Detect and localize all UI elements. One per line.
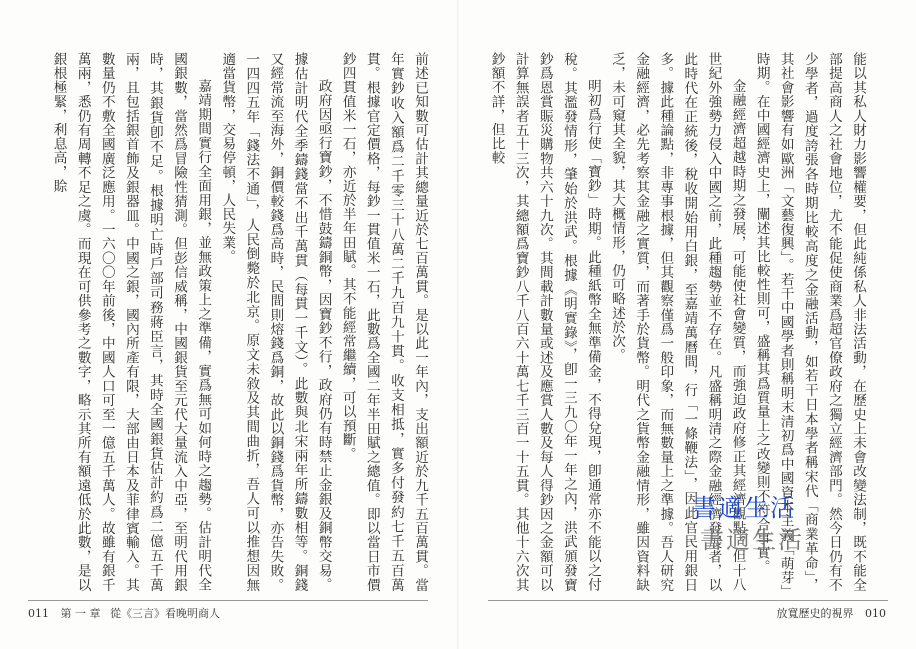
- chapter-label: 第 一 章: [60, 607, 101, 620]
- paragraph: 嘉靖期間實行全面用銀，並無政策上之準備，實爲無可如何時之趨勢。估計明代全國銀數，當然爲冒險性猜測。但彭信威稱，中國銀貨至元代大量流入中亞，至明代用銀時，其銀貨卽不足。根據明亡時戶部司務蔣臣言，其時全國銀貨估計約爲二億五千萬兩，且包括銀首飾及銀器皿。中國之銀，國內所產有限，大部由日本及菲律賓輸入。其數量仍不敷全國廣泛應用。一六〇〇年前後，中國人口可至一億五千萬人。故雖有銀千萬兩，悉仍有周轉不足之虞。而現在可供參考之數字，略示其所有額遠低於此數，是以銀根極緊，利息高，賒: [50, 52, 212, 592]
- running-title: 放寬歷史的視界: [776, 607, 854, 620]
- paragraph: 明初爲行使「寶鈔」時期。此種紙幣全無準備金，不得兌現，卽通常亦不能以之付稅。其濫發情形，肇始於洪武。根據《明實錄》，卽一三九〇年一年之內，洪武頒發寶鈔爲恩賞賑災購物共六十九次。其間載計數量或述及應賞人數及每人得鈔因之金額可以計算無誤者五十三次，其總額爲寶鈔八千八百六十萬七千三百一十五貫。其他十六次其鈔額不詳，但比較: [488, 52, 601, 592]
- right-footer: [777, 605, 887, 621]
- paragraph: 前述已知數可估計其總量近於七百萬貫。是以此一年內，支出額近於九千五百萬貫。當年實鈔收入額爲二千零三十八萬二千九百九十貫。收支相抵，實多付發約七千五百萬貫。根據官定價格，每鈔一貫值米一石，此數爲全國二年半田賦之總值。即以當日市價鈔四貫值米一石，亦近於半年田賦。其不能經常繼續，可以預斷。: [339, 52, 428, 592]
- footer-rule: [488, 600, 888, 601]
- footer-rule: [28, 600, 428, 601]
- right-text-block: [486, 52, 870, 592]
- left-footer: [28, 605, 220, 621]
- watermark-gray: 書適生活: [700, 526, 804, 554]
- right-page: [458, 0, 916, 649]
- watermark-blue: 書適生活: [692, 494, 796, 522]
- paragraph: 能以其私人財力影響權要，但此純係私人非法活動，在歷史上未會改變法制，既不能全部提高商人之社會地位，尤不能促使商業爲超官僚政府之獨立經濟部門。然今日仍有不少學者，過度誇張各時期比較高度之金融活動，如若干日本學者稱宋代「商業革命」，其社會影響有如歐洲「文藝復興」。若干中國學者則稱明末清初爲中國資本主義「萌芽」時期。在中國經濟史上，闡述其比較性則可，盛稱其爲質量上之改變則不符合事實。: [753, 52, 866, 592]
- paragraph: 金融經濟超越時期之發展，可能使社會變質，而強迫政府修正其經濟觀點。但十八世紀外強勢力侵入中國之前，此種趨勢並不存在。凡盛稱明清之際金融經濟發展者，以此時代在正統後，稅收開始用白銀，至嘉靖萬曆間，行「一條鞭法」，因此官民用銀日多。據此種論點，非專事根據，但其觀察僅爲一般印象，而無數量上之準據。吾人研究金融經濟，必先考察其金融之實質，而著手於貨幣。明代之貨幣金融情形，雖因資料缺乏，未可窺其全貌，其大概情形，仍可略述於次。: [609, 52, 746, 592]
- page-number: 011: [28, 607, 49, 620]
- chapter-title: 從《三言》看晚明商人: [110, 607, 220, 620]
- left-text-block: [50, 52, 432, 592]
- paragraph: 政府因亟行寶鈔，不惜鼓鑄銅幣，因寶鈔不行，政府仍有時禁止金銀及銅幣交易。據估計明代全季鑄錢當不出千萬貫（每貫一千文）。此數與北宋兩年所鑄數相等。銅錢又經常流至海外，銅價較錢爲高時，民間則熔錢爲銅，故此以銅錢爲貨幣，亦告失敗。一四四五年「錢法不通」，人民倒斃於北京。原文未敘及其間曲折，吾人可以推想因無適當貨幣，交易停頓，人民失業。: [219, 52, 332, 592]
- page-number: 010: [865, 607, 886, 620]
